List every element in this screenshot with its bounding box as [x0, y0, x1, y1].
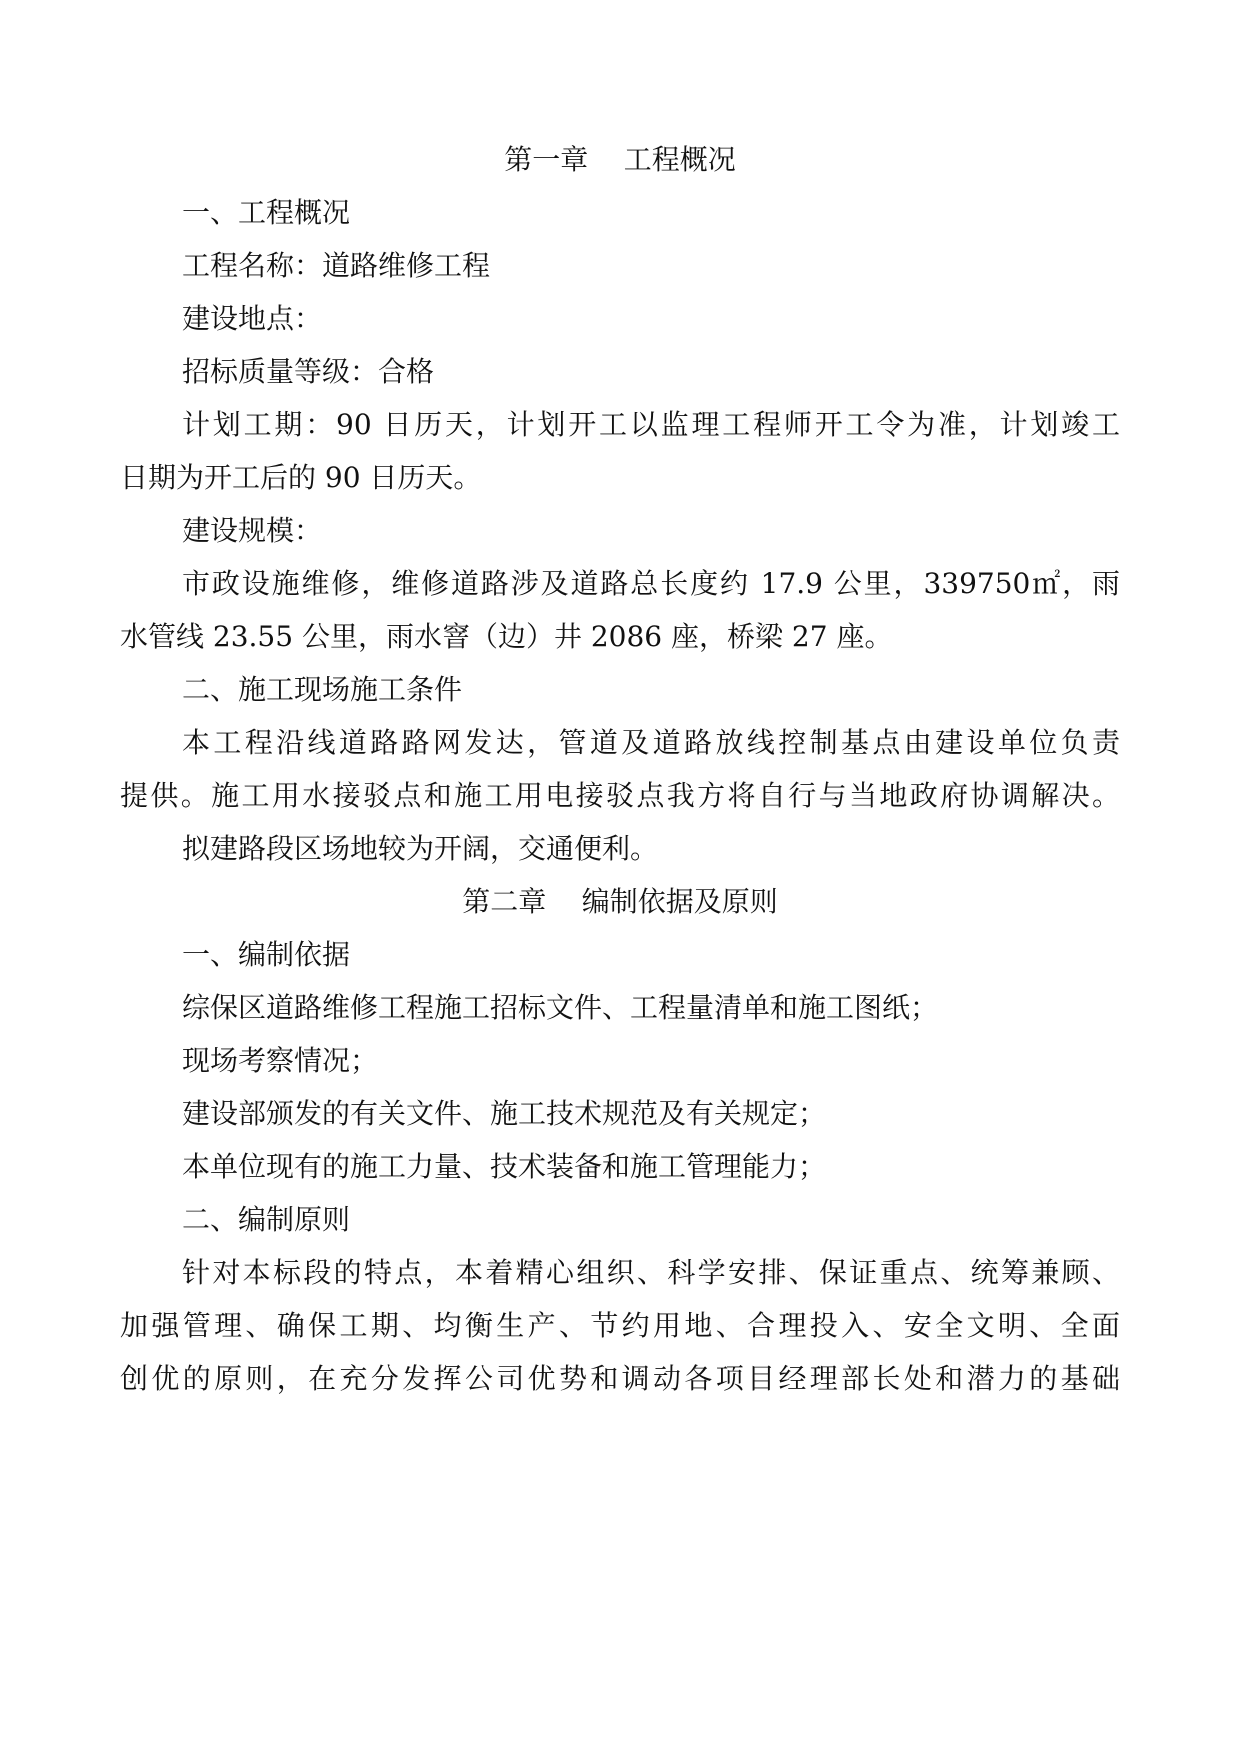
- basis-item-2: 现场考察情况；: [182, 1044, 379, 1077]
- principle-line-1: 针对本标段的特点，本着精心组织、科学安排、保证重点、统筹兼顾、: [182, 1256, 1120, 1289]
- scale-label: 建设规模：: [182, 514, 323, 547]
- quality-grade-line: 招标质量等级：合格: [182, 355, 435, 388]
- basis-item-1: 综保区道路维修工程施工招标文件、工程量清单和施工图纸；: [182, 991, 939, 1024]
- chapter-2-title: 第二章 编制依据及原则: [462, 885, 778, 918]
- conditions-line-2: 提供。施工用水接驳点和施工用电接驳点我方将自行与当地政府协调解决。: [120, 779, 1120, 812]
- schedule-line-1: 计划工期：90 日历天，计划开工以监理工程师开工令为准，计划竣工: [182, 408, 1120, 441]
- basis-item-4: 本单位现有的施工力量、技术装备和施工管理能力；: [182, 1150, 827, 1183]
- schedule-line-2: 日期为开工后的 90 日历天。: [120, 461, 482, 494]
- conditions-line-1: 本工程沿线道路路网发达，管道及道路放线控制基点由建设单位负责: [182, 726, 1120, 759]
- basis-item-3: 建设部颁发的有关文件、施工技术规范及有关规定；: [182, 1097, 827, 1130]
- chapter-1-section-1-heading: 一、工程概况: [182, 196, 351, 229]
- scale-line-2: 水管线 23.55 公里，雨水窨（边）井 2086 座，桥梁 27 座。: [120, 620, 893, 653]
- chapter-2-section-1-heading: 一、编制依据: [182, 938, 351, 971]
- principle-line-3: 创优的原则，在充分发挥公司优势和调动各项目经理部长处和潜力的基础: [120, 1362, 1120, 1395]
- conditions-line-3: 拟建路段区场地较为开阔，交通便利。: [182, 832, 659, 865]
- chapter-1-section-2-heading: 二、施工现场施工条件: [182, 673, 463, 706]
- chapter-1-title: 第一章 工程概况: [504, 143, 736, 176]
- location-line: 建设地点：: [182, 302, 323, 335]
- scale-line-1: 市政设施维修，维修道路涉及道路总长度约 17.9 公里，339750㎡，雨: [182, 567, 1120, 600]
- chapter-2-section-2-heading: 二、编制原则: [182, 1203, 351, 1236]
- project-name-line: 工程名称：道路维修工程: [182, 249, 491, 282]
- principle-line-2: 加强管理、确保工期、均衡生产、节约用地、合理投入、安全文明、全面: [120, 1309, 1120, 1342]
